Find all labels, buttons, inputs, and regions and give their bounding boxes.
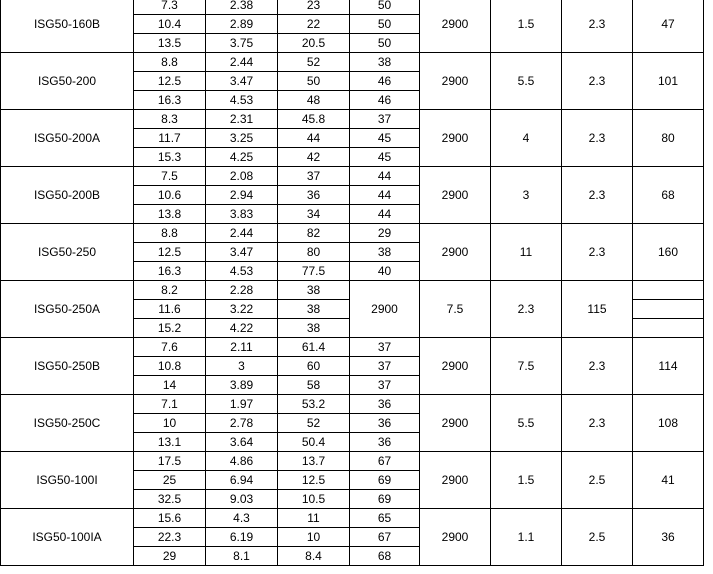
flow-m3h-cell: 10 — [134, 414, 206, 433]
flow-m3h-cell: 22.3 — [134, 528, 206, 547]
empty-cell — [633, 281, 704, 300]
weight-cell: 41 — [633, 452, 704, 509]
flow-ls-cell: 3.22 — [206, 300, 278, 319]
flow-m3h-cell: 25 — [134, 471, 206, 490]
speed-cell: 2900 — [350, 281, 420, 338]
head-cell: 34 — [278, 205, 350, 224]
power-cell: 1.1 — [491, 509, 562, 566]
flow-ls-cell: 3.47 — [206, 243, 278, 262]
table-body — [1, 0, 704, 566]
speed-cell: 2900 — [420, 0, 491, 53]
efficiency-cell: 37 — [350, 376, 420, 395]
head-cell: 60 — [278, 357, 350, 376]
flow-m3h-cell: 32.5 — [134, 490, 206, 509]
efficiency-cell: 50 — [350, 34, 420, 53]
flow-ls-cell: 2.31 — [206, 110, 278, 129]
head-cell: 58 — [278, 376, 350, 395]
model-cell: ISG50-200A — [1, 110, 134, 167]
head-cell: 13.7 — [278, 452, 350, 471]
flow-ls-cell: 3.64 — [206, 433, 278, 452]
head-cell: 37 — [278, 167, 350, 186]
npsh-cell: 2.3 — [562, 338, 633, 395]
weight-cell: 108 — [633, 395, 704, 452]
efficiency-cell: 37 — [350, 357, 420, 376]
head-cell: 38 — [278, 281, 350, 300]
flow-ls-cell: 8.1 — [206, 547, 278, 566]
npsh-cell: 2.3 — [491, 281, 562, 338]
flow-m3h-cell: 7.6 — [134, 338, 206, 357]
flow-m3h-cell: 17.5 — [134, 452, 206, 471]
speed-cell: 2900 — [420, 395, 491, 452]
head-cell: 82 — [278, 224, 350, 243]
npsh-cell: 2.3 — [562, 0, 633, 53]
head-cell: 12.5 — [278, 471, 350, 490]
power-cell: 11 — [491, 224, 562, 281]
model-cell: ISG50-250 — [1, 224, 134, 281]
flow-ls-cell: 2.78 — [206, 414, 278, 433]
speed-cell: 2900 — [420, 509, 491, 566]
head-cell: 48 — [278, 91, 350, 110]
table-row — [1, 281, 704, 300]
weight-cell: 68 — [633, 167, 704, 224]
weight-cell: 47 — [633, 0, 704, 53]
flow-ls-cell: 2.08 — [206, 167, 278, 186]
power-cell: 4 — [491, 110, 562, 167]
flow-ls-cell: 3.83 — [206, 205, 278, 224]
empty-cell — [633, 319, 704, 338]
efficiency-cell: 50 — [350, 0, 420, 15]
table-row — [1, 509, 704, 528]
efficiency-cell: 69 — [350, 490, 420, 509]
head-cell: 80 — [278, 243, 350, 262]
head-cell: 11 — [278, 509, 350, 528]
flow-m3h-cell: 10.8 — [134, 357, 206, 376]
flow-ls-cell: 4.86 — [206, 452, 278, 471]
head-cell: 38 — [278, 300, 350, 319]
head-cell: 50 — [278, 72, 350, 91]
flow-m3h-cell: 10.6 — [134, 186, 206, 205]
power-cell: 7.5 — [420, 281, 491, 338]
empty-cell — [633, 300, 704, 319]
flow-ls-cell: 9.03 — [206, 490, 278, 509]
model-cell: ISG50-100IA — [1, 509, 134, 566]
flow-m3h-cell: 15.2 — [134, 319, 206, 338]
table-row — [1, 0, 704, 15]
efficiency-cell: 44 — [350, 205, 420, 224]
speed-cell: 2900 — [420, 110, 491, 167]
flow-ls-cell: 2.44 — [206, 53, 278, 72]
table-row — [1, 53, 704, 72]
power-cell: 7.5 — [491, 338, 562, 395]
weight-cell: 101 — [633, 53, 704, 110]
flow-ls-cell: 2.44 — [206, 224, 278, 243]
flow-ls-cell: 3.25 — [206, 129, 278, 148]
speed-cell: 2900 — [420, 224, 491, 281]
flow-ls-cell: 1.97 — [206, 395, 278, 414]
head-cell: 10.5 — [278, 490, 350, 509]
table-row — [1, 452, 704, 471]
flow-ls-cell: 3.89 — [206, 376, 278, 395]
head-cell: 20.5 — [278, 34, 350, 53]
flow-ls-cell: 6.19 — [206, 528, 278, 547]
npsh-cell: 2.3 — [562, 395, 633, 452]
flow-m3h-cell: 12.5 — [134, 243, 206, 262]
head-cell: 77.5 — [278, 262, 350, 281]
weight-cell: 115 — [562, 281, 633, 338]
head-cell: 45.8 — [278, 110, 350, 129]
flow-ls-cell: 4.53 — [206, 91, 278, 110]
efficiency-cell: 36 — [350, 395, 420, 414]
npsh-cell: 2.5 — [562, 452, 633, 509]
model-cell: ISG50-160B — [1, 0, 134, 53]
model-cell: ISG50-250B — [1, 338, 134, 395]
flow-m3h-cell: 8.2 — [134, 281, 206, 300]
power-cell: 1.5 — [491, 452, 562, 509]
head-cell: 36 — [278, 186, 350, 205]
npsh-cell: 2.5 — [562, 509, 633, 566]
efficiency-cell: 29 — [350, 224, 420, 243]
flow-m3h-cell: 14 — [134, 376, 206, 395]
flow-m3h-cell: 11.6 — [134, 300, 206, 319]
model-cell: ISG50-250C — [1, 395, 134, 452]
head-cell: 52 — [278, 53, 350, 72]
speed-cell: 2900 — [420, 452, 491, 509]
table-row — [1, 224, 704, 243]
model-cell: ISG50-200B — [1, 167, 134, 224]
flow-m3h-cell: 8.8 — [134, 224, 206, 243]
flow-ls-cell: 2.89 — [206, 15, 278, 34]
flow-m3h-cell: 16.3 — [134, 91, 206, 110]
head-cell: 23 — [278, 0, 350, 15]
flow-ls-cell: 3 — [206, 357, 278, 376]
efficiency-cell: 46 — [350, 91, 420, 110]
head-cell: 38 — [278, 319, 350, 338]
npsh-cell: 2.3 — [562, 167, 633, 224]
flow-m3h-cell: 15.6 — [134, 509, 206, 528]
flow-m3h-cell: 10.4 — [134, 15, 206, 34]
flow-ls-cell: 3.75 — [206, 34, 278, 53]
flow-m3h-cell: 7.1 — [134, 395, 206, 414]
weight-cell: 80 — [633, 110, 704, 167]
power-cell: 5.5 — [491, 53, 562, 110]
efficiency-cell: 44 — [350, 186, 420, 205]
efficiency-cell: 38 — [350, 243, 420, 262]
efficiency-cell: 45 — [350, 129, 420, 148]
model-cell: ISG50-100I — [1, 452, 134, 509]
flow-m3h-cell: 8.3 — [134, 110, 206, 129]
head-cell: 52 — [278, 414, 350, 433]
flow-m3h-cell: 8.8 — [134, 53, 206, 72]
flow-ls-cell: 3.47 — [206, 72, 278, 91]
weight-cell: 114 — [633, 338, 704, 395]
speed-cell: 2900 — [420, 338, 491, 395]
efficiency-cell: 68 — [350, 547, 420, 566]
head-cell: 8.4 — [278, 547, 350, 566]
flow-m3h-cell: 12.5 — [134, 72, 206, 91]
table-row — [1, 167, 704, 186]
flow-m3h-cell: 7.3 — [134, 0, 206, 15]
efficiency-cell: 67 — [350, 528, 420, 547]
efficiency-cell: 65 — [350, 509, 420, 528]
flow-ls-cell: 2.28 — [206, 281, 278, 300]
efficiency-cell: 67 — [350, 452, 420, 471]
flow-m3h-cell: 16.3 — [134, 262, 206, 281]
efficiency-cell: 40 — [350, 262, 420, 281]
speed-cell: 2900 — [420, 167, 491, 224]
npsh-cell: 2.3 — [562, 53, 633, 110]
head-cell: 53.2 — [278, 395, 350, 414]
npsh-cell: 2.3 — [562, 224, 633, 281]
npsh-cell: 2.3 — [562, 110, 633, 167]
efficiency-cell: 44 — [350, 167, 420, 186]
flow-m3h-cell: 7.5 — [134, 167, 206, 186]
head-cell: 61.4 — [278, 338, 350, 357]
flow-ls-cell: 2.11 — [206, 338, 278, 357]
weight-cell: 160 — [633, 224, 704, 281]
power-cell: 3 — [491, 167, 562, 224]
flow-m3h-cell: 29 — [134, 547, 206, 566]
efficiency-cell: 36 — [350, 414, 420, 433]
table-row — [1, 395, 704, 414]
weight-cell: 36 — [633, 509, 704, 566]
efficiency-cell: 50 — [350, 15, 420, 34]
flow-ls-cell: 4.25 — [206, 148, 278, 167]
flow-m3h-cell: 15.3 — [134, 148, 206, 167]
flow-ls-cell: 6.94 — [206, 471, 278, 490]
efficiency-cell: 46 — [350, 72, 420, 91]
efficiency-cell: 37 — [350, 110, 420, 129]
head-cell: 44 — [278, 129, 350, 148]
flow-m3h-cell: 13.8 — [134, 205, 206, 224]
head-cell: 22 — [278, 15, 350, 34]
flow-m3h-cell: 13.5 — [134, 34, 206, 53]
efficiency-cell: 37 — [350, 338, 420, 357]
flow-m3h-cell: 13.1 — [134, 433, 206, 452]
power-cell: 1.5 — [491, 0, 562, 53]
power-cell: 5.5 — [491, 395, 562, 452]
table-row — [1, 110, 704, 129]
head-cell: 10 — [278, 528, 350, 547]
table-row — [1, 338, 704, 357]
flow-m3h-cell: 11.7 — [134, 129, 206, 148]
flow-ls-cell: 4.22 — [206, 319, 278, 338]
efficiency-cell: 36 — [350, 433, 420, 452]
flow-ls-cell: 2.38 — [206, 0, 278, 15]
model-cell: ISG50-250A — [1, 281, 134, 338]
flow-ls-cell: 4.3 — [206, 509, 278, 528]
speed-cell: 2900 — [420, 53, 491, 110]
flow-ls-cell: 2.94 — [206, 186, 278, 205]
head-cell: 42 — [278, 148, 350, 167]
efficiency-cell: 69 — [350, 471, 420, 490]
efficiency-cell: 45 — [350, 148, 420, 167]
flow-ls-cell: 4.53 — [206, 262, 278, 281]
efficiency-cell: 38 — [350, 53, 420, 72]
head-cell: 50.4 — [278, 433, 350, 452]
model-cell: ISG50-200 — [1, 53, 134, 110]
